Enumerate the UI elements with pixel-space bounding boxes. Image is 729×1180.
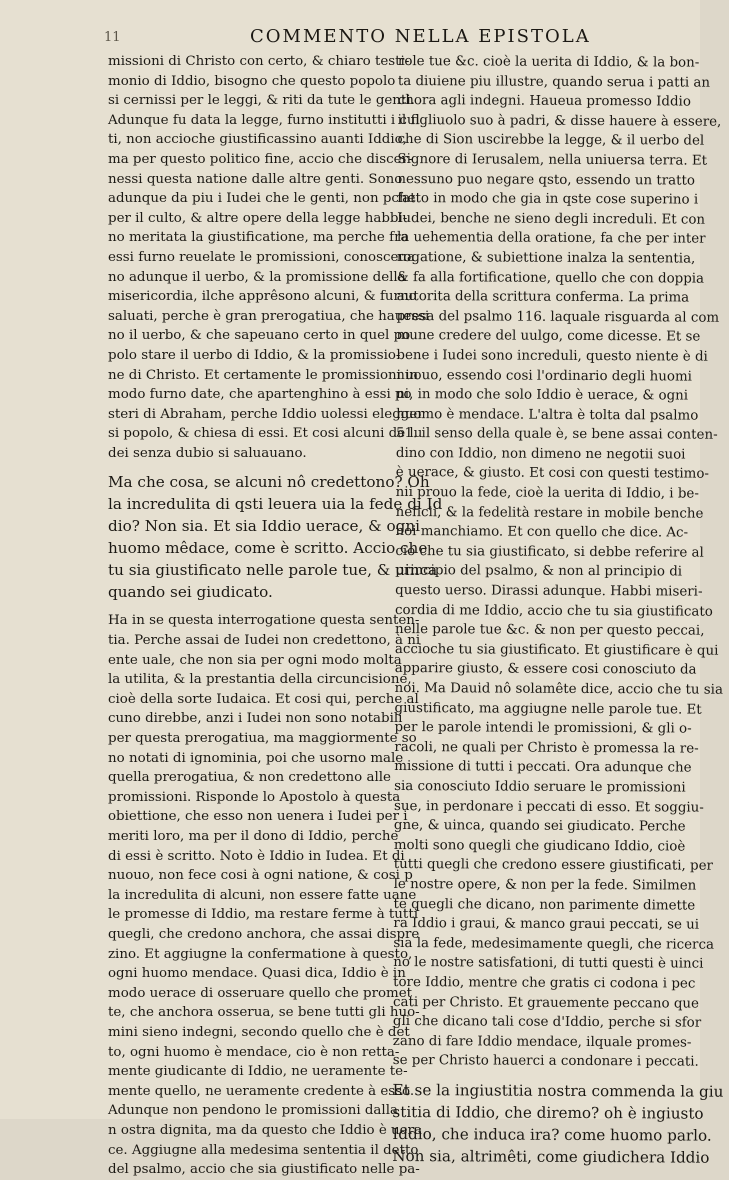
text-line: steri di Abraham, perche Iddio uolessi elegger — [108, 406, 424, 422]
text-line: tore Iddio, mentre che gratis ci codona i pec — [393, 974, 696, 992]
text-line: ente uale, che non sia per ogni modo molta — [108, 652, 402, 668]
text-line: cordia di me Iddio, accio che tu sia giustificato — [395, 602, 713, 620]
text-line: no il uerbo, & che sapeuano certo in quel po — [108, 328, 411, 344]
commentary-paragraph — [108, 52, 430, 463]
text-line: Non sia, altrimêti, come giudichera Iddio — [392, 1146, 710, 1167]
text-line: ce. Aggiugne alla medesima sententia il detto — [108, 1142, 419, 1158]
text-line: si popolo, & chiesa di essi. Et cosi alcuni de lu — [108, 426, 423, 442]
text-line: racoli, ne quali per Christo è promessa la re- — [394, 739, 699, 757]
text-line: mini sieno indegni, secondo quello che è det — [108, 1024, 410, 1040]
text-line: modo furno date, che apartenghino à essi po — [108, 387, 412, 403]
text-line: mente quello, ne ueramente credente à esso. — [108, 1083, 415, 1099]
text-line: mente giudicante di Iddio, ne ueramente te- — [108, 1064, 408, 1080]
text-line: si cernissi per le leggi, & riti da tute le genti. — [108, 93, 415, 109]
scripture-paragraph — [392, 1079, 724, 1169]
text-line: misericordia, ilche apprêsono alcuni, & furno — [108, 289, 417, 305]
text-line: la utilita, & la prestantia della circuncisione, — [108, 672, 412, 688]
text-line: noi. Ma Dauid nô solamête dice, accio che tu sia — [394, 680, 723, 698]
text-line: sia la fede, medesimamente quegli, che ricerca — [393, 935, 715, 953]
text-line: te, che anchora osserua, se bene tutti gli huo- — [108, 1005, 420, 1021]
text-line: saluati, perche è gran prerogatiua, che hauessi — [108, 308, 430, 324]
text-line: adunque da piu i Iudei che le genti, non pche — [108, 191, 416, 207]
text-line: n ostra dignita, ma da questo che Iddio è uera — [108, 1122, 422, 1138]
text-line: meriti loro, ma per il dono di Iddio, perche — [108, 829, 399, 844]
text-line: gli che dicano tali cose d'Iddio, perche si sfor — [392, 1014, 702, 1031]
text-line: missioni di Christo con certo, & chiaro testi- — [108, 54, 410, 69]
text-line: zano di fare Iddio mendace, ilquale promes- — [392, 1033, 692, 1051]
text-line: quella prerogatiua, & non credettono alle — [108, 770, 391, 786]
text-line: apparire giusto, & essere cosi conosciuto da — [394, 661, 697, 678]
text-line: Ha in se questa interrogatione questa senten- — [108, 613, 420, 629]
text-line: Ma che cosa, se alcuni nô credettono? Oh — [108, 473, 430, 492]
text-line: polo stare il uerbo di Iddio, & la promissio- — [108, 347, 401, 363]
text-line: Signore di Ierusalem, nella uniuersa terra. Et — [397, 151, 708, 169]
text-line: noi manchiamo. Et con quello che dice. Ac- — [395, 524, 689, 541]
text-line: tutti quegli che credono essere giustificati, per — [393, 857, 713, 875]
text-line: nuouo, non fece cosi à ogni natione, & cosi p — [108, 868, 413, 884]
text-line: promissioni. Risponde lo Apostolo à questa — [108, 789, 401, 805]
text-line: fatto in modo che gia in qste cose superino i — [397, 191, 699, 208]
text-line: tu sia giustificato nelle parole tue, & uinca — [108, 561, 438, 580]
text-line: che di Sion uscirebbe la legge, & il uerbo del — [397, 132, 705, 149]
text-line: del psalmo, accio che sia giustificato nelle pa- — [108, 1162, 420, 1178]
text-line: quando sei giudicato. — [108, 583, 273, 602]
text-line: Iudei, benche ne sieno degli increduli. Et con — [397, 210, 706, 228]
text-line: Et se la ingiustitia nostra commenda la giu — [392, 1080, 724, 1101]
text-line: no le nostre satisfationi, di tutti questi è uinci — [393, 955, 704, 972]
text-line: no adunque il uerbo, & la promissione della — [108, 269, 406, 285]
text-line: stitia di Iddio, che diremo? oh è ingiusto — [392, 1102, 704, 1123]
text-line: giustificato, ma aggiugne nelle parole tue. Et — [394, 700, 702, 718]
text-line: le nostre opere, & non per la fede. Similmen — [393, 876, 697, 894]
text-line: dio? Non sia. Et sia Iddio uerace, & ogni — [108, 517, 421, 536]
text-line: ni, in modo che solo Iddio è uerace, & ogni — [396, 387, 689, 404]
text-line: ma per questo politico fine, accio che discer- — [108, 151, 413, 167]
text-line: sue, in perdonare i peccati di esso. Et soggiu- — [394, 798, 704, 816]
text-line: autorita della scrittura conferma. La prima — [396, 289, 690, 306]
text-line: role tue &c. cioè la uerita di Iddio, & la bon- — [397, 53, 700, 71]
text-line: ta diuiene piu illustre, quando serua i patti an — [397, 73, 711, 91]
text-line: nelle parole tue &c. & non per questo peccai, — [394, 622, 705, 639]
text-line: huomo mêdace, come è scritto. Accio che — [108, 539, 428, 558]
text-line: accioche tu sia giustificato. Et giustificare è qui — [394, 641, 719, 659]
text-line: missione di tutti i peccati. Ora adunque che — [394, 759, 692, 776]
text-line: huomo è mendace. L'altra è tolta dal psalmo — [396, 406, 699, 424]
text-line: no meritata la giustificatione, ma perche fra — [108, 230, 409, 246]
text-line: principio del psalmo, & non al principio di — [395, 563, 683, 580]
text-line: modo uerace di osseruare quello che promet — [108, 985, 413, 1001]
text-line: no notati di ignominia, poi che usorno male — [108, 750, 404, 766]
text-line: zino. Et aggiugne la confermatione à questo, — [108, 946, 413, 962]
text-line: Adunque fu data la legge, furno institutti i cul — [108, 112, 420, 128]
text-line: neficii, & la fedelità restare in mobile benche — [395, 504, 704, 522]
text-line: nuouo, essendo cosi l'ordinario degli huomi — [396, 367, 693, 385]
text-line: mune credere del uulgo, come dicesse. Et se — [396, 328, 701, 345]
scripture-paragraph — [108, 471, 443, 603]
text-line: 51. il senso della quale è, se bene assai conten- — [395, 426, 718, 443]
text-line: la incredulita di alcuni, non essere fatte uane — [108, 887, 417, 903]
text-line: molti sono quegli che giudicano Iddio, cioè — [393, 837, 686, 855]
text-line: le promesse di Iddio, ma restare ferme à tutti — [108, 907, 418, 923]
text-line: essi furno reuelate le promissioni, conosceua — [108, 249, 415, 265]
text-line: è uerace, & giusto. Et cosi con questi testimo- — [395, 465, 710, 483]
text-line: ne di Christo. Et certamente le promissioni in — [108, 367, 419, 383]
text-line: & fa alla fortificatione, quello che con doppia — [396, 269, 705, 287]
text-line: la incredulita di qsti leuera uia la fede di Id — [108, 495, 443, 514]
left-text-column — [108, 52, 443, 1180]
text-line: nii prouo la fede, cioè la uerita di Iddio, i be- — [395, 485, 699, 502]
text-line: ogni huomo mendace. Quasi dica, Iddio è in — [108, 966, 406, 982]
text-line: monio di Iddio, bisogno che questo popolo — [108, 73, 396, 89]
text-line: sia conosciuto Iddio seruare le promissioni — [394, 778, 686, 796]
commentary-paragraph — [108, 611, 422, 1179]
text-line: to, ogni huomo è mendace, cio è non retta- — [108, 1044, 400, 1060]
text-line: cati per Christo. Et grauemente peccano que — [392, 994, 700, 1012]
text-line: bene i Iudei sono increduli, questo niente è di — [396, 347, 708, 365]
text-line: dino con Iddio, non dimeno ne negotii suoi — [395, 445, 686, 463]
text-line: cio che tu sia giustificato, si debbe referire al — [395, 543, 704, 561]
text-line: dei senza dubio si saluauano. — [108, 445, 307, 461]
text-line: per questa prerogatiua, ma maggiormente so — [108, 731, 417, 747]
commentary-paragraph — [392, 52, 723, 1072]
text-line: di essi è scritto. Noto è Iddio in Iudea. Et di — [108, 848, 405, 864]
text-line: quegli, che credono anchora, che assai dispre — [108, 926, 420, 942]
text-line: nessuno puo negare qsto, essendo un tratto — [397, 171, 696, 189]
text-line: rogatione, & subiettione inalza la sententia, — [396, 249, 696, 267]
running-head: COMMENTO NELLA EPISTOLA — [250, 26, 591, 47]
text-line: gne, & uinca, quando sei giudicato. Perche — [393, 818, 686, 835]
page-number: 11 — [104, 30, 121, 45]
text-line: il figliuolo suo à padri, & disse hauere à essere, — [397, 112, 722, 130]
text-line: obiettione, che esso non uenera i Iudei per i — [108, 809, 408, 825]
text-line: cuno direbbe, anzi i Iudei non sono notabili — [108, 711, 403, 727]
right-text-column — [392, 52, 724, 1168]
text-line: cioè della sorte Iudaica. Et cosi qui, perche al — [108, 691, 419, 707]
text-line: la uehementia della oratione, fa che per inter — [396, 230, 706, 247]
text-line: per il culto, & altre opere della legge habbi- — [108, 210, 408, 226]
text-line: te quegli che dicano, non parimente dimette — [393, 896, 696, 914]
text-line: chora agli indegni. Haueua promesso Iddio — [397, 93, 691, 110]
text-line: ti, non accioche giustificassino auanti Iddio, — [108, 132, 407, 148]
text-line: ra Iddio i graui, & manco graui peccati, se ui — [393, 916, 700, 933]
text-line: se per Christo hauerci a condonare i peccati. — [392, 1053, 699, 1070]
text-line: presa del psalmo 116. laquale risguarda al com — [396, 308, 720, 326]
text-line: tia. Perche assai de Iudei non credettono, à ni — [108, 633, 421, 649]
text-line: Iddio, che induca ira? come huomo parlo. — [392, 1124, 712, 1145]
text-line: questo uerso. Dirassi adunque. Habbi miseri- — [395, 583, 703, 600]
paragraph-gap — [108, 463, 390, 471]
paragraph-gap — [108, 603, 390, 611]
text-line: nessi questa natione dalle altre genti. Sono — [108, 171, 403, 187]
text-line: per le parole intendi le promissioni, & gli o- — [394, 720, 692, 737]
text-line: Adunque non pendono le promissioni dalla — [108, 1103, 398, 1119]
